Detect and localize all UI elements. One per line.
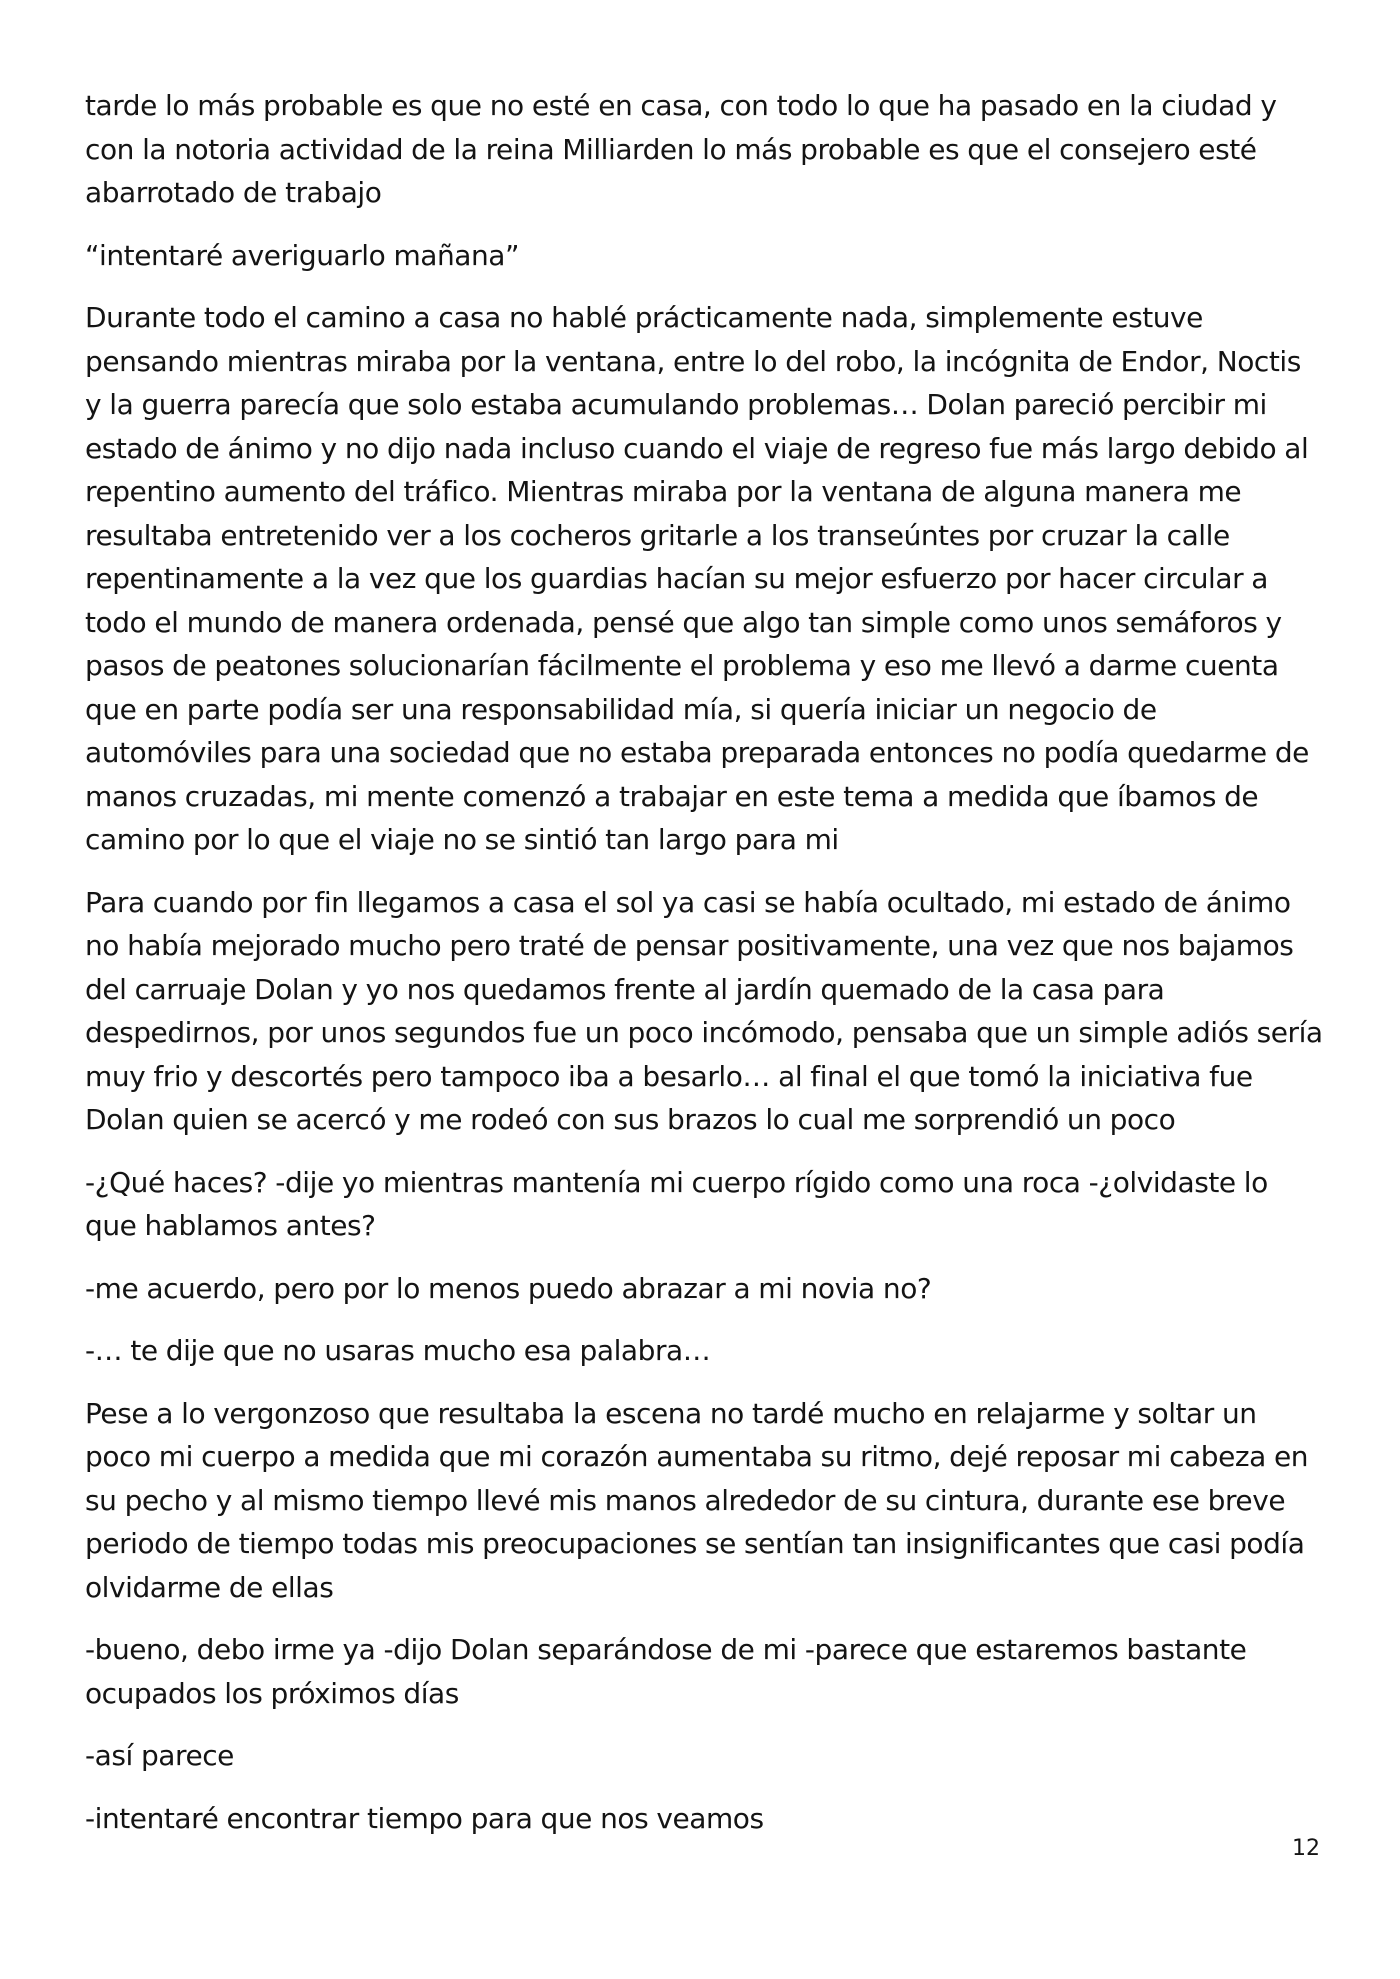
paragraph-10: -así parece [85,1739,234,1772]
paragraph-8: Pese a lo vergonzoso que resultaba la escena no tardé mucho en relajarme y soltar un poco mi cuerpo a medida que mi corazón aumentaba su ritmo, dejé reposar mi cabeza en su pecho y al mismo tiempo llevé mis manos alrededor de su cintura, durante ese breve periodo de tiempo todas mis preocupaciones se sentían tan insignificantes que casi podía olvidarme de ellas [85,1396,1309,1604]
paragraph-7: -… te dije que no usaras mucho esa palabra… [85,1334,711,1367]
paragraph-9: -bueno, debo irme ya -dijo Dolan separándose de mi -parece que estaremos bastante ocupados los próximos días [85,1633,1247,1710]
paragraph-11: -intentaré encontrar tiempo para que nos veamos [85,1801,764,1835]
paragraph-6: -me acuerdo, pero por lo menos puedo abrazar a mi novia no? [85,1271,932,1305]
paragraph-3: Durante todo el camino a casa no hablé prácticamente nada, simplemente estuve pensando mientras miraba por la ventana, entre lo del robo, la incógnita de Endor, Noctis y la guerra parecía que solo estaba acumulando problemas… Dolan pareció percibir mi estado de ánimo y no dijo nada incluso cuando el viaje de regreso fue más largo debido al repentino aumento del tráfico. Mientras miraba por la ventana de alguna manera me resultaba entretenido ver a los cocheros gritarle a los transeúntes por cruzar la calle repentinamente a la vez que los guardias hacían su mejor esfuerzo por hacer circular a todo el mundo de manera ordenada, pensé que algo tan simple como unos semáforos y pasos de peatones solucionarían fácilmente el problema y eso me llevó a darme cuenta que en parte podía ser una responsabilidad mía, si quería iniciar un negocio de automóviles para una sociedad que no estaba preparada entonces no podía quedarme de manos cruzadas, mi mente comenzó a trabajar en este tema a medida que íbamos de camino por lo que el viaje no se sintió tan largo para mi [85,301,1309,856]
paragraph-5: -¿Qué haces? -dije yo mientras mantenía mi cuerpo rígido como una roca -¿olvidaste lo que hablamos antes? [85,1165,1268,1242]
body-text [85,84,1325,1859]
paragraph-1: tarde lo más probable es que no esté en casa, con todo lo que ha pasado en la ciudad y con la notoria actividad de la reina Milliarden lo más probable es que el consejero esté abarrotado de trabajo [85,89,1277,209]
paragraph-2: “intentaré averiguarlo mañana” [85,238,520,272]
page-number: 12 [1292,1836,1320,1861]
paragraph-4: Para cuando por fin llegamos a casa el sol ya casi se había ocultado, mi estado de ánimo no había mejorado mucho pero traté de pensar positivamente, una vez que nos bajamos del carruaje Dolan y yo nos quedamos frente al jardín quemado de la casa para despedirnos, por unos segundos fue un poco incómodo, pensaba que un simple adiós sería muy frio y descortés pero tampoco iba a besarlo… al final el que tomó la iniciativa fue Dolan quien se acercó y me rodeó con sus brazos lo cual me sorprendió un poco [85,885,1323,1136]
